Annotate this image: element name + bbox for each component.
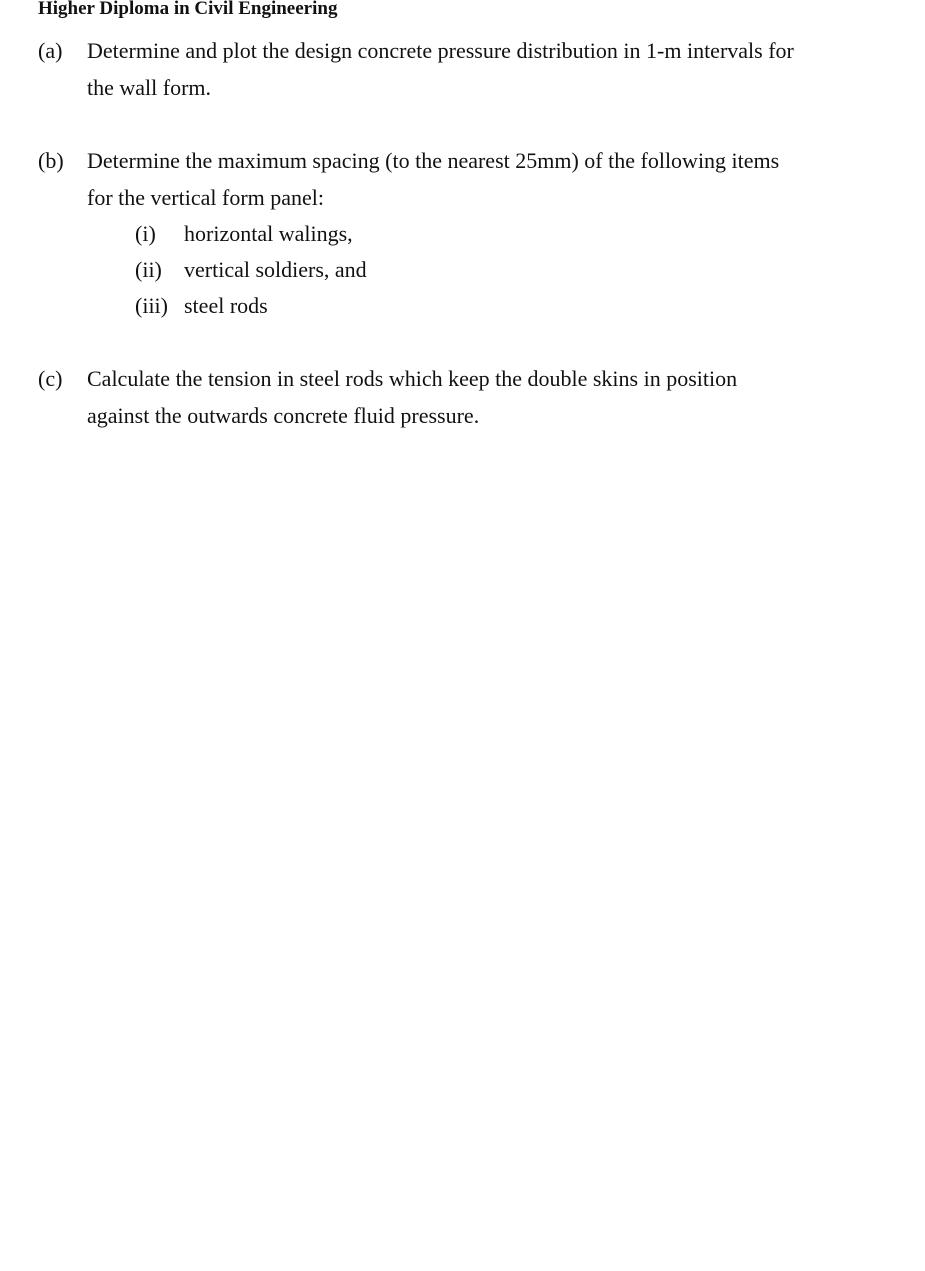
question-a-text <box>87 32 907 106</box>
sub-item-iii <box>135 288 835 324</box>
sub-item-i-text: horizontal walings, <box>184 221 353 246</box>
question-c-line-1: Calculate the tension in steel rods which keep the double skins in position <box>87 366 738 391</box>
sub-item-ii <box>135 252 835 288</box>
question-b-line-1: Determine the maximum spacing (to the nearest 25mm) of the following items <box>87 148 780 173</box>
question-a-line-1: Determine and plot the design concrete pressure distribution in 1-m intervals for <box>87 38 794 63</box>
question-b-text <box>87 142 907 216</box>
document-header-title: Higher Diploma in Civil Engineering <box>38 0 338 19</box>
question-c-line-2: against the outwards concrete fluid pressure. <box>87 403 480 428</box>
question-b-sub-list <box>135 216 835 324</box>
question-b-label: (b) <box>38 148 64 173</box>
sub-item-ii-text: vertical soldiers, and <box>184 257 367 282</box>
sub-item-i <box>135 216 835 252</box>
question-c-label: (c) <box>38 366 63 391</box>
sub-item-iii-label: (iii) <box>135 293 168 318</box>
sub-item-iii-text: steel rods <box>184 293 268 318</box>
question-a-label: (a) <box>38 38 63 63</box>
question-b-line-2: for the vertical form panel: <box>87 185 325 210</box>
sub-item-ii-label: (ii) <box>135 257 162 282</box>
sub-item-i-label: (i) <box>135 221 156 246</box>
question-c-text <box>87 360 907 434</box>
question-a-line-2: the wall form. <box>87 75 212 100</box>
